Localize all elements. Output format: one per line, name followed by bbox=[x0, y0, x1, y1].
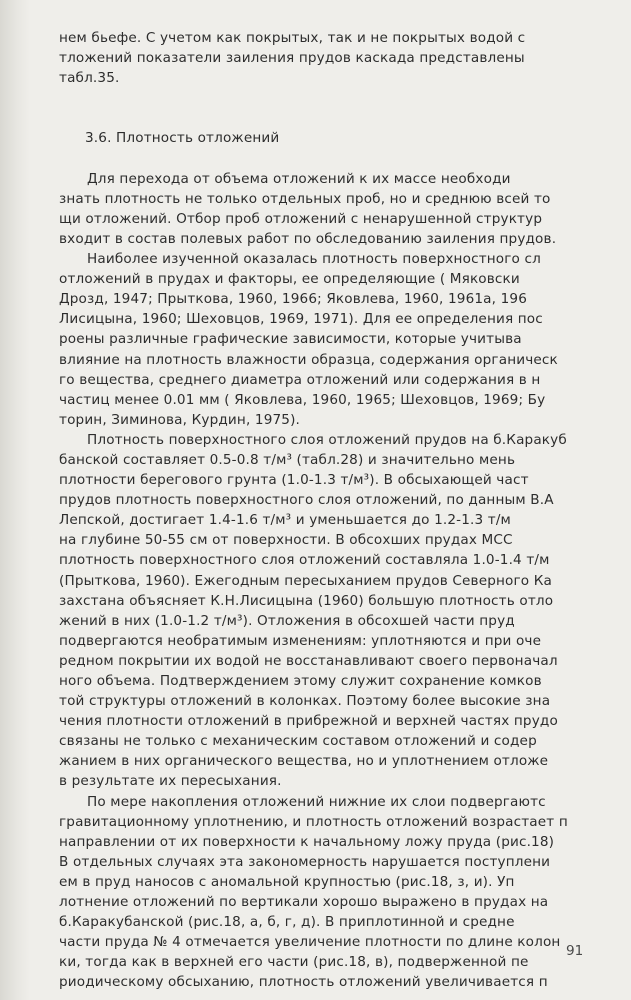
paragraph-line: Наиболее изученной оказалась плотность поверхностного сл bbox=[87, 251, 541, 268]
paragraph-line: роены различные графические зависимости, которые учитыва bbox=[59, 331, 522, 348]
paragraph-line: подвергаются необратимым изменениям: уплотняются и при оче bbox=[59, 632, 542, 649]
paragraph-line: чения плотности отложений в прибрежной и верхней частях прудо bbox=[59, 713, 558, 730]
paragraph-line: Для перехода от объема отложений к их массе необходи bbox=[87, 170, 511, 187]
paragraph-line: жанием в них органического вещества, но и уплотнением отложе bbox=[59, 753, 549, 770]
paragraph-line: банской составляет 0.5-0.8 т/м³ (табл.28) и значительно мень bbox=[59, 451, 516, 468]
page-number: 91 bbox=[566, 943, 584, 959]
paragraph-line: гравитационному уплотнению, и плотность отложений возрастает п bbox=[59, 813, 568, 830]
page-binding-shadow bbox=[0, 0, 30, 1000]
paragraph-line: б.Каракубанской (рис.18, а, б, г, д). В приплотинной и средне bbox=[59, 914, 515, 931]
paragraph-line: части пруда № 4 отмечается увеличение плотности по длине колон bbox=[59, 934, 561, 951]
paragraph-line: Плотность поверхностного слоя отложений прудов на б.Каракуб bbox=[87, 431, 567, 448]
paragraph-line: той структуры отложений в колонках. Поэтому более высокие зна bbox=[59, 693, 551, 710]
paragraph-line: Дрозд, 1947; Прыткова, 1960, 1966; Яковлева, 1960, 1961а, 196 bbox=[59, 291, 527, 308]
paragraph-line: направлении от их поверхности к начальному ложу пруда (рис.18) bbox=[59, 833, 555, 850]
paragraph-line: влияние на плотность влажности образца, содержания органическ bbox=[59, 351, 558, 368]
paragraph-line: редном покрытии их водой не восстанавливают своего первоначал bbox=[59, 652, 558, 669]
paragraph-line: плотности берегового грунта (1.0-1.3 т/м³). В обсыхающей част bbox=[59, 472, 529, 489]
paragraph-line: В отдельных случаях эта закономерность нарушается поступлени bbox=[59, 853, 551, 870]
paragraph-line: го вещества, среднего диаметра отложений или содержания в н bbox=[59, 371, 541, 388]
paragraph-line: на глубине 50-55 см от поверхности. В обсохших прудах МСС bbox=[59, 532, 513, 549]
paragraph-line: ки, тогда как в верхней его части (рис.18, в), подверженной пе bbox=[59, 954, 529, 971]
intro-line: тложений показатели заиления прудов каскада представлены bbox=[59, 50, 525, 67]
paragraph-line: частиц менее 0.01 мм ( Яковлева, 1960, 1965; Шеховцов, 1969; Бу bbox=[59, 391, 546, 408]
paragraph-line: лотнение отложений по вертикали хорошо выражено в прудах на bbox=[59, 894, 549, 911]
paragraph-line: ного объема. Подтверждением этому служит сохранение комков bbox=[59, 673, 542, 689]
paragraph-line: связаны не только с механическим составом отложений и содер bbox=[59, 733, 537, 750]
section-heading: 3.6. Плотность отложений bbox=[85, 130, 280, 147]
paragraph-line: входит в состав полевых работ по обследованию заиления прудов. bbox=[59, 230, 557, 247]
paragraph-line: ем в пруд наносов с аномальной крупностью (рис.18, з, и). Уп bbox=[59, 873, 515, 890]
intro-line: нем бьефе. С учетом как покрытых, так и не покрытых водой с bbox=[59, 30, 526, 46]
paragraph-line: захстана объясняет К.Н.Лисицына (1960) большую плотность отло bbox=[59, 592, 554, 609]
paragraph-line: щи отложений. Отбор проб отложений с ненарушенной структур bbox=[59, 210, 543, 227]
paragraph-line: знать плотность не только отдельных проб, но и среднюю всей то bbox=[59, 190, 551, 207]
paragraph-line: Лисицына, 1960; Шеховцов, 1969, 1971). Для ее определения пос bbox=[59, 311, 543, 328]
paragraph-line: жений в них (1.0-1.2 т/м³). Отложения в обсохшей части пруд bbox=[59, 612, 515, 629]
paragraph-line: По мере накопления отложений нижние их слои подвергаютс bbox=[87, 793, 546, 810]
paragraph-line: плотность поверхностного слоя отложений составляла 1.0-1.4 т/м bbox=[59, 552, 550, 569]
paragraph-line: (Прыткова, 1960). Ежегодным пересыханием прудов Северного Ка bbox=[59, 572, 553, 589]
paragraph-line: в результате их пересыхания. bbox=[59, 773, 282, 790]
intro-line: табл.35. bbox=[59, 70, 120, 87]
document-body bbox=[59, 28, 619, 993]
paragraph-line: риодическому обсыханию, плотность отложений увеличивается п bbox=[59, 974, 548, 991]
paragraph-line: торин, Зиминова, Курдин, 1975). bbox=[59, 411, 301, 428]
paragraph-line: Лепской, достигает 1.4-1.6 т/м³ и уменьшается до 1.2-1.3 т/м bbox=[59, 512, 511, 529]
paragraph-line: отложений в прудах и факторы, ее определяющие ( Мяковски bbox=[59, 271, 520, 288]
paragraph-line: прудов плотность поверхностного слоя отложений, по данным В.А bbox=[59, 492, 554, 509]
